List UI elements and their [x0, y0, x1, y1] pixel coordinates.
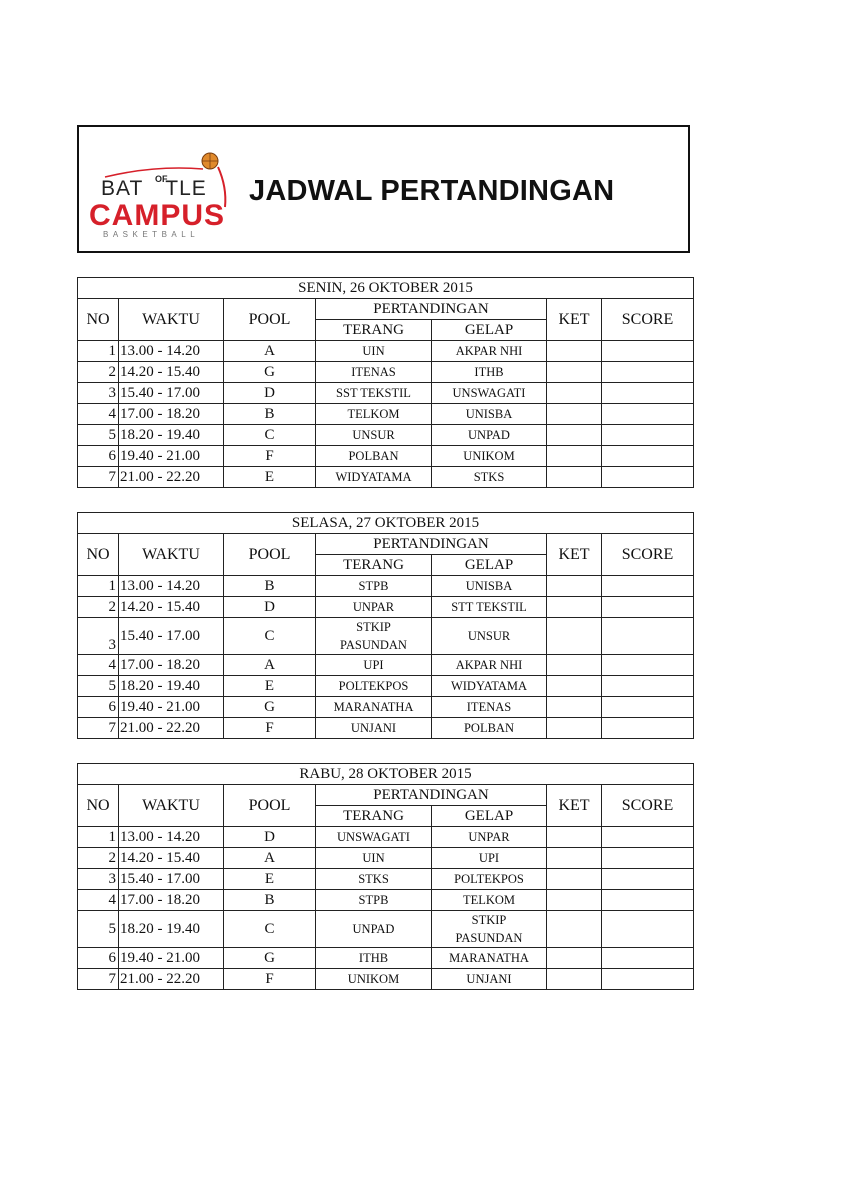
team-gelap: UNSWAGATI	[432, 383, 547, 404]
score-cell	[602, 890, 694, 911]
table-row	[78, 948, 694, 969]
team-terang: SST TEKSTIL	[316, 383, 432, 404]
ket-cell	[547, 890, 602, 911]
ket-cell	[547, 676, 602, 697]
match-no: 2	[78, 848, 119, 869]
table-row	[78, 383, 694, 404]
match-pool: E	[224, 676, 316, 697]
match-time: 17.00 - 18.20	[119, 890, 224, 911]
table-row	[78, 404, 694, 425]
team-terang: POLBAN	[316, 446, 432, 467]
col-header-score: SCORE	[602, 299, 694, 341]
table-row	[78, 655, 694, 676]
match-pool: B	[224, 404, 316, 425]
match-pool: B	[224, 576, 316, 597]
col-header-pertandingan: PERTANDINGAN	[316, 299, 547, 320]
team-terang: UNPAR	[316, 597, 432, 618]
logo-text-campus: CAMPUS	[89, 199, 226, 232]
team-terang: STPB	[316, 890, 432, 911]
match-pool: F	[224, 969, 316, 990]
ket-cell	[547, 969, 602, 990]
match-time: 13.00 - 14.20	[119, 576, 224, 597]
match-no: 4	[78, 404, 119, 425]
team-terang: UIN	[316, 341, 432, 362]
match-time: 19.40 - 21.00	[119, 446, 224, 467]
score-cell	[602, 969, 694, 990]
score-cell	[602, 362, 694, 383]
team-terang: UPI	[316, 655, 432, 676]
score-cell	[602, 655, 694, 676]
match-time: 19.40 - 21.00	[119, 948, 224, 969]
match-no: 2	[78, 362, 119, 383]
table-row	[78, 969, 694, 990]
score-cell	[602, 341, 694, 362]
table-row	[78, 597, 694, 618]
match-no: 4	[78, 655, 119, 676]
team-gelap: UNIKOM	[432, 446, 547, 467]
team-gelap: POLTEKPOS	[432, 869, 547, 890]
table-row	[78, 869, 694, 890]
match-time: 15.40 - 17.00	[119, 618, 224, 655]
col-header-pertandingan: PERTANDINGAN	[316, 785, 547, 806]
match-time: 18.20 - 19.40	[119, 676, 224, 697]
team-gelap: UNSUR	[432, 618, 547, 655]
table-row	[78, 676, 694, 697]
match-time: 13.00 - 14.20	[119, 341, 224, 362]
day-title: RABU, 28 OKTOBER 2015	[78, 764, 694, 785]
match-no: 1	[78, 827, 119, 848]
team-gelap: POLBAN	[432, 718, 547, 739]
match-pool: D	[224, 383, 316, 404]
match-no: 6	[78, 948, 119, 969]
col-header-terang: TERANG	[316, 555, 432, 576]
col-header-waktu: WAKTU	[119, 785, 224, 827]
ket-cell	[547, 869, 602, 890]
col-header-pool: POOL	[224, 299, 316, 341]
team-gelap: UPI	[432, 848, 547, 869]
ket-cell	[547, 362, 602, 383]
match-pool: D	[224, 827, 316, 848]
team-terang: WIDYATAMA	[316, 467, 432, 488]
score-cell	[602, 467, 694, 488]
table-row	[78, 827, 694, 848]
match-pool: G	[224, 948, 316, 969]
score-cell	[602, 618, 694, 655]
team-gelap: STKIP PASUNDAN	[432, 911, 547, 948]
team-terang: STKS	[316, 869, 432, 890]
day-title: SENIN, 26 OKTOBER 2015	[78, 278, 694, 299]
col-header-pool: POOL	[224, 785, 316, 827]
table-row	[78, 362, 694, 383]
col-header-ket: KET	[547, 534, 602, 576]
team-terang: POLTEKPOS	[316, 676, 432, 697]
match-pool: E	[224, 869, 316, 890]
table-row	[78, 341, 694, 362]
match-no: 3	[78, 618, 119, 655]
team-terang: UNJANI	[316, 718, 432, 739]
match-pool: F	[224, 446, 316, 467]
score-cell	[602, 404, 694, 425]
match-no: 7	[78, 969, 119, 990]
match-no: 5	[78, 911, 119, 948]
col-header-waktu: WAKTU	[119, 534, 224, 576]
team-terang: STPB	[316, 576, 432, 597]
match-pool: C	[224, 911, 316, 948]
match-time: 21.00 - 22.20	[119, 467, 224, 488]
team-gelap: AKPAR NHI	[432, 655, 547, 676]
ket-cell	[547, 655, 602, 676]
ket-cell	[547, 425, 602, 446]
table-row	[78, 618, 694, 655]
col-header-ket: KET	[547, 299, 602, 341]
match-time: 21.00 - 22.20	[119, 718, 224, 739]
match-time: 14.20 - 15.40	[119, 848, 224, 869]
match-pool: A	[224, 655, 316, 676]
match-time: 13.00 - 14.20	[119, 827, 224, 848]
schedule-table-day-3	[77, 763, 694, 990]
team-gelap: ITHB	[432, 362, 547, 383]
ket-cell	[547, 597, 602, 618]
page-title: JADWAL PERTANDINGAN	[249, 175, 615, 207]
score-cell	[602, 697, 694, 718]
table-row	[78, 697, 694, 718]
match-time: 17.00 - 18.20	[119, 655, 224, 676]
team-terang: MARANATHA	[316, 697, 432, 718]
team-terang: UNSWAGATI	[316, 827, 432, 848]
match-pool: E	[224, 467, 316, 488]
logo-text-of: OF	[155, 174, 168, 184]
col-header-no: NO	[78, 785, 119, 827]
match-no: 7	[78, 718, 119, 739]
team-gelap: MARANATHA	[432, 948, 547, 969]
match-no: 5	[78, 676, 119, 697]
score-cell	[602, 597, 694, 618]
score-cell	[602, 948, 694, 969]
team-gelap: UNPAD	[432, 425, 547, 446]
score-cell	[602, 718, 694, 739]
ket-cell	[547, 383, 602, 404]
table-row	[78, 446, 694, 467]
score-cell	[602, 911, 694, 948]
table-row	[78, 425, 694, 446]
team-gelap: ITENAS	[432, 697, 547, 718]
col-header-waktu: WAKTU	[119, 299, 224, 341]
match-time: 21.00 - 22.20	[119, 969, 224, 990]
score-cell	[602, 848, 694, 869]
team-terang: ITENAS	[316, 362, 432, 383]
logo-text-battle: BAT TLE	[101, 177, 207, 200]
ket-cell	[547, 827, 602, 848]
match-time: 15.40 - 17.00	[119, 869, 224, 890]
col-header-pool: POOL	[224, 534, 316, 576]
col-header-gelap: GELAP	[432, 320, 547, 341]
team-gelap: STKS	[432, 467, 547, 488]
ket-cell	[547, 948, 602, 969]
team-terang: UIN	[316, 848, 432, 869]
match-no: 3	[78, 869, 119, 890]
score-cell	[602, 383, 694, 404]
match-pool: D	[224, 597, 316, 618]
schedule-table-day-2	[77, 512, 694, 739]
match-pool: C	[224, 425, 316, 446]
match-no: 3	[78, 383, 119, 404]
match-time: 14.20 - 15.40	[119, 597, 224, 618]
match-pool: A	[224, 848, 316, 869]
col-header-ket: KET	[547, 785, 602, 827]
team-terang: UNSUR	[316, 425, 432, 446]
team-gelap: AKPAR NHI	[432, 341, 547, 362]
match-pool: G	[224, 697, 316, 718]
match-time: 18.20 - 19.40	[119, 425, 224, 446]
col-header-gelap: GELAP	[432, 555, 547, 576]
match-time: 17.00 - 18.20	[119, 404, 224, 425]
team-gelap: WIDYATAMA	[432, 676, 547, 697]
match-time: 14.20 - 15.40	[119, 362, 224, 383]
match-no: 1	[78, 341, 119, 362]
match-no: 6	[78, 446, 119, 467]
logo-text-basketball: BASKETBALL	[103, 230, 200, 239]
battle-of-campus-logo	[85, 147, 235, 245]
table-row	[78, 890, 694, 911]
team-gelap: UNISBA	[432, 404, 547, 425]
ket-cell	[547, 848, 602, 869]
match-no: 7	[78, 467, 119, 488]
score-cell	[602, 425, 694, 446]
match-no: 5	[78, 425, 119, 446]
match-no: 1	[78, 576, 119, 597]
team-gelap: STT TEKSTIL	[432, 597, 547, 618]
table-row	[78, 576, 694, 597]
score-cell	[602, 827, 694, 848]
team-gelap: UNJANI	[432, 969, 547, 990]
match-no: 6	[78, 697, 119, 718]
table-row	[78, 848, 694, 869]
col-header-score: SCORE	[602, 785, 694, 827]
match-pool: B	[224, 890, 316, 911]
col-header-score: SCORE	[602, 534, 694, 576]
team-terang: UNIKOM	[316, 969, 432, 990]
match-time: 18.20 - 19.40	[119, 911, 224, 948]
col-header-terang: TERANG	[316, 806, 432, 827]
ket-cell	[547, 467, 602, 488]
col-header-no: NO	[78, 299, 119, 341]
ket-cell	[547, 911, 602, 948]
day-title: SELASA, 27 OKTOBER 2015	[78, 513, 694, 534]
score-cell	[602, 676, 694, 697]
match-no: 2	[78, 597, 119, 618]
ket-cell	[547, 576, 602, 597]
table-row	[78, 467, 694, 488]
match-pool: C	[224, 618, 316, 655]
col-header-no: NO	[78, 534, 119, 576]
match-pool: A	[224, 341, 316, 362]
ket-cell	[547, 446, 602, 467]
team-gelap: UNPAR	[432, 827, 547, 848]
team-gelap: TELKOM	[432, 890, 547, 911]
ket-cell	[547, 618, 602, 655]
col-header-gelap: GELAP	[432, 806, 547, 827]
ket-cell	[547, 697, 602, 718]
col-header-pertandingan: PERTANDINGAN	[316, 534, 547, 555]
ket-cell	[547, 718, 602, 739]
match-pool: F	[224, 718, 316, 739]
team-terang: TELKOM	[316, 404, 432, 425]
col-header-terang: TERANG	[316, 320, 432, 341]
ket-cell	[547, 404, 602, 425]
table-row	[78, 911, 694, 948]
match-time: 15.40 - 17.00	[119, 383, 224, 404]
schedule-table-day-1	[77, 277, 694, 488]
match-pool: G	[224, 362, 316, 383]
score-cell	[602, 576, 694, 597]
team-terang: ITHB	[316, 948, 432, 969]
match-no: 4	[78, 890, 119, 911]
score-cell	[602, 869, 694, 890]
team-terang: UNPAD	[316, 911, 432, 948]
team-gelap: UNISBA	[432, 576, 547, 597]
table-row	[78, 718, 694, 739]
match-time: 19.40 - 21.00	[119, 697, 224, 718]
ket-cell	[547, 341, 602, 362]
team-terang: STKIP PASUNDAN	[316, 618, 432, 655]
header-box	[77, 125, 690, 253]
score-cell	[602, 446, 694, 467]
